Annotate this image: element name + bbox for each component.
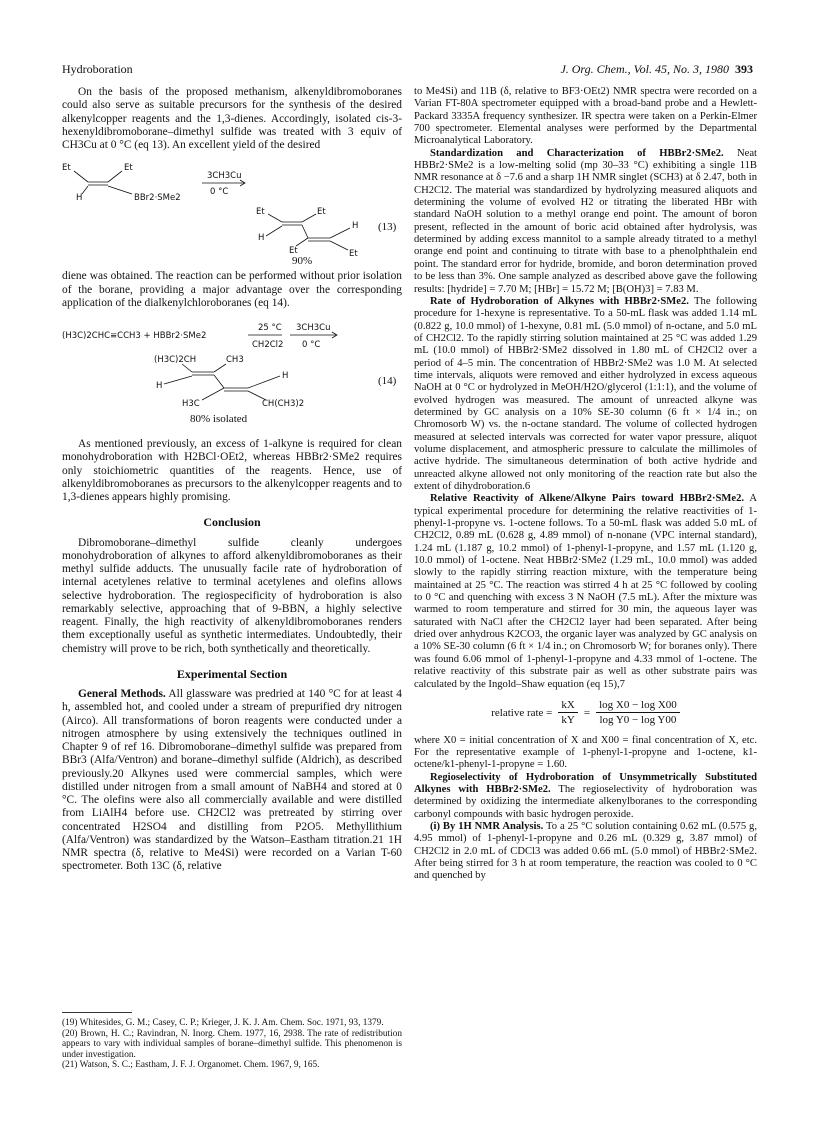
run-in-heading: Regioselectivity of Hydroboration of Unsymmetrically Substituted Alkynes with HBBr2·SMe2. — [414, 771, 757, 795]
paragraph-body: A typical experimental procedure for determining the relative reactivities of 1-phenyl-1-propyne vs. 1-octene follows. To a 50-mL flask was added 5.0 mL of CH2Cl2, 0.89 mL (0.628 g, 4.89 mmol) of n-nonane (VPC internal standard), 1.24 mL (1.187 g, 10.2 mmol) of 1-phenyl-1-propyne, and 1.57 mL (1.120 g, 10.0 mmol) of 1-octene. Neat HBBr2·SMe2 (1.29 mL, 10.0 mmol) was added slowly to the rapidly stirring reaction mixture, with the temperature being maintained at 25 °C. The reaction was stirred 4 h at 25 °C followed by cooling to 0 °C and quenching with excess 3 N NaOH (7.5 mL). After the mixture was warmed to room temperature and stirred for 30 min, the aqueous layer was saturated with NaCl after the CH2Cl2 layer had been separated. After being dried over anhydrous K2CO3, the organic layer was analyzed by GC analysis on a 10% SE-30 column (6 ft × 1/4 in.; on Chromosorb W; for boranes only). There was found 6.06 mmol of 1-phenyl-1-propyne and 4.33 mmol of 1-octene. The relative reactivity of this substrate pair as well as other substrate pairs was calculated by the Ingold–Shaw equation (eq 15),7 — [414, 493, 757, 690]
run-in-heading: (i) By 1H NMR Analysis. — [430, 820, 544, 832]
eq14-conditions-bottom: CH2Cl2 — [252, 340, 284, 350]
eq13-product-h1: H — [258, 233, 265, 244]
scheme-eq14 — [62, 314, 402, 432]
paragraph: On the basis of the proposed methanism, alkenyldibromoboranes could also serve as suitable precursors for the synthesis of the desired alkenylcopper reagents and the 1,3-dienes. Accordingly, isolated cis-3-hexenyldibromoborane–dimethyl sulfide was treated with 3 equiv of CH3Cu at 0 °C (eq 13). An excellent yield of the desired — [62, 86, 402, 151]
section-heading-conclusion: Conclusion — [203, 515, 261, 530]
eq14-product-h3c: H3C — [182, 399, 200, 409]
page-number: 393 — [735, 62, 753, 76]
eq14-reagent: 3CH3Cu — [296, 323, 331, 333]
eq14-product-h2: H — [282, 371, 289, 381]
paragraph: Dibromoborane–dimethyl sulfide cleanly undergoes monohydroboration of alkynes to afford alkenyldibromoboranes as their methyl sulfide adducts. The unusually facile rate of hydroboration of internal acetylenes relative to terminal acetylenes and olefins allows selective hydroboration. The regiospecificity of hydroboration is also remarkably selective, approaching that of 9-BBN, a highly selective reagent. Finally, the high reactivity of alkenyldibromoboranes renders them exceptionally useful as synthetic intermediates. Undoubtedly, their chemistry will prove to be rich, both synthetically and theoretically. — [62, 536, 402, 655]
eq14-reactants: (H3C)2CHC≡CCH3 + HBBr2·SMe2 — [62, 331, 207, 341]
eq13-yield: 90% — [292, 255, 313, 265]
eq14-yield: 80% isolated — [190, 413, 248, 425]
eq13-product-et2: Et — [317, 207, 326, 218]
eq13-reactant-b: BBr2·SMe2 — [134, 193, 181, 204]
eq14-reagent-conditions: 0 °C — [302, 340, 321, 350]
eq14-conditions-top: 25 °C — [258, 323, 282, 333]
paragraph: where X0 = initial concentration of X and X00 = final concentration of X, etc. For the representative example of 1-phenyl-1-propyne and 1-octene, k1-octene/k1-phenyl-1-propyne = 1.60. — [414, 734, 757, 771]
paragraph-body: To a 25 °C solution containing 0.62 mL (0.575 g, 4.95 mmol) of 1-phenyl-1-propyne and 0.26 mL (0.329 g, 3.87 mmol) of CH2Cl2 in 2.0 mL of CDCl3 was added 0.66 mL (5.0 mmol) of HBBr2·SMe2. After being stirred for 3 h at room temperature, the reaction was cooled to 0 °C and quenched by — [414, 820, 757, 882]
run-in-heading: Standardization and Characterization of HBBr2·SMe2. — [430, 147, 724, 159]
paragraph: As mentioned previously, an excess of 1-alkyne is required for clean monohydroboration with H2BCl·OEt2, whereas HBBr2·SMe2 requires only stoichiometric quantities of the reagents. Hence, use of alkenyldibromoboranes as precursors to the alkenylcopper reagents and to 1,3-dienes appears highly promising. — [62, 438, 402, 503]
paragraph: diene was obtained. The reaction can be performed without prior isolation of the borane, providing a major advantage over the corresponding application of the dialkenylchloroboranes (eq 14). — [62, 270, 402, 309]
paragraph: to Me4Si) and 11B (δ, relative to BF3·OEt2) NMR spectra were recorded on a Varian FT-80A spectrometer equipped with a broad-band probe and a Hewlett-Packard 3335A frequency synthesizer. IR spectra were taken on a Perkin-Elmer 700 spectrometer. Elemental analyses were performed by the Departmental Microanalytical Laboratory. — [414, 86, 757, 147]
eq14-product-ch3: CH3 — [226, 355, 244, 365]
eq13-reactant-sub2: Et — [124, 163, 133, 174]
paragraph — [414, 148, 757, 296]
paragraph-body: The following procedure for 1-hexyne is representative. To a 50-mL flask was added 1.14 mL (0.822 g, 10.0 mmol) of 1-hexyne, 0.81 mL (5.0 mmol) of n-octane, and 5.0 mL of CH2Cl2. To the rapidly stirring solution maintained at 25 °C was added 1.29 mL (10.0 mmol) of HBBr2·SMe2 dissolved in 1.80 mL of CH2Cl2 over a period of 4–5 min. The concentration of HBBr2·SMe2 was 1.0 M. At selected time intervals, aliquots were removed and either hydrolyzed in excess aqueous NaOH at 0 °C or hydrolyzed in MeOH/H2O/glycerol (1:1:1), and the volume of evolved hydrogen was measured. The amount of unreacted alkyne was determined by GC analysis on a 10% SE-30 column (6 ft × 1/4 in.; on Chromosorb W) vs. the n-octane standard. The volume of collected hydrogen measured at selected intervals was corrected for water vapor pressure, aliquot volume displacement, and atmospheric pressure to calculate the millimoles of active hydride. The simultaneous determination of both active hydride and unreacted alkyne allowed not only monitoring of the reaction rate but also the extent of dihydroboration.6 — [414, 295, 758, 492]
eq13-number: (13) — [378, 221, 397, 234]
formula-lhs: relative rate = — [491, 706, 553, 719]
paragraph — [62, 688, 402, 874]
eq14-product-h1: H — [156, 381, 163, 391]
run-in-heading: Relative Reactivity of Alkene/Alkyne Pairs toward HBBr2·SMe2. — [430, 493, 745, 505]
paragraph — [414, 493, 757, 691]
eq13-reactant-h: H — [76, 193, 83, 204]
journal-citation — [560, 62, 753, 77]
paragraph-body: Neat HBBr2·SMe2 is a low-melting solid (mp 30–33 °C) exhibiting a single 11B NMR resonance at δ −7.6 and a sharp 1H NMR singlet (SCH3) at δ 2.47, both in CH2Cl2. The material was standardized by hydrolyzing measured aliquots and determining the volume of evolved H2 or titrating the liberated HBr with standard NaOH solution to a methyl orange end point. The amount of boron present, reflected in the amount of boric acid obtained after hydrolysis, was determined by adding excess mannitol to a sample already titrated to a methyl orange end point and continuing to titrate with base to a phenolphthalein end point. The standard error for hydride, bromide, and boron determination proved to be less than 3%. One sample analyzed as described above gave the following results: [hydride] = 7.70 M; [HBr] = 15.72 M; [B(OH)3] = 7.83 M. — [414, 147, 757, 295]
footnote-rule — [62, 1012, 132, 1013]
eq14-product-isopropyl1: (H3C)2CH — [154, 355, 197, 365]
ingold-shaw-equation — [414, 699, 757, 727]
formula-denominator: log Y0 − log Y00 — [599, 714, 677, 727]
eq13-reagent: 3CH3Cu — [207, 171, 242, 182]
run-in-heading: General Methods. — [78, 688, 166, 700]
eq14-number: (14) — [378, 375, 397, 387]
eq13-reactant-sub1: Et — [62, 163, 71, 174]
footnote: (19) Whitesides, G. M.; Casey, C. P.; Krieger, J. K. J. Am. Chem. Soc. 1971, 93, 1379. — [62, 1018, 384, 1028]
formula-numerator: log X0 − log X00 — [596, 699, 680, 713]
paragraph-body: The regioselectivity of hydroboration was determined by oxidizing the intermediate alkenylboranes to the corresponding carbonyl compounds with basic hydrogen peroxide. — [414, 783, 757, 820]
eq13-product-et4: Et — [349, 249, 358, 260]
scheme-eq13 — [62, 156, 402, 264]
eq13-product-et3: Et — [289, 246, 298, 257]
paragraph — [414, 772, 757, 821]
paragraph — [414, 296, 757, 494]
log-ratio — [596, 699, 680, 727]
eq14-product-isopropyl2: CH(CH3)2 — [262, 399, 305, 409]
eq13-product-et1: Et — [256, 207, 265, 218]
running-head: Hydroboration — [62, 62, 133, 76]
formula-ky: kY — [561, 714, 575, 727]
paragraph-body: All glassware was predried at 140 °C for at least 4 h, assembled hot, and cooled under a stream of prepurified dry nitrogen (Airco). All transformations of boron reagents were conducted under a nitrogen atmosphere by using extensively the techniques outlined in Chapter 9 of ref 16. Dibromoborane–dimethyl sulfide was prepared from BBr3 (Alfa/Ventron) and borane–dimethyl sulfide (Aldrich), as described previously.20 Alkynes used were commercial samples, which were distilled under nitrogen from a small amount of NaBH4 and stored at 0 °C. The olefins were also all commercially available and were distilled from LiAlH4 before use. CH2Cl2 was pretreated by stirring over concentrated H2SO4 and distilling from P2O5. Methyllithium (Alfa/Ventron) was standardized by the Watson–Eastham titration.21 1H NMR spectra (δ, relative to Me4Si) were recorded on a Varian T-60 spectrometer. Both 13C (δ, relative — [62, 688, 402, 873]
formula-kx: kX — [558, 699, 577, 713]
footnote: (20) Brown, H. C.; Ravindran, N. Inorg. Chem. 1977, 16, 2938. The rate of redistribution appears to vary with individual samples of borane–dimethyl sulfide. This phenomenon is under investigation. — [62, 1028, 402, 1060]
left-column — [62, 86, 402, 874]
footnotes — [62, 1018, 402, 1071]
right-column — [414, 86, 757, 883]
formula-equals: = — [583, 706, 591, 719]
eq13-conditions: 0 °C — [210, 187, 229, 198]
rate-ratio — [558, 699, 577, 727]
footnote: (21) Watson, S. C.; Eastham, J. F. J. Organomet. Chem. 1967, 9, 165. — [62, 1060, 320, 1071]
section-heading-experimental: Experimental Section — [176, 666, 288, 681]
paragraph — [414, 821, 757, 883]
eq13-product-h2: H — [352, 221, 359, 232]
journal-name: J. Org. Chem., Vol. 45, No. 3, 1980 — [560, 62, 729, 76]
run-in-heading: Rate of Hydroboration of Alkynes with HBBr2·SMe2. — [430, 295, 689, 307]
